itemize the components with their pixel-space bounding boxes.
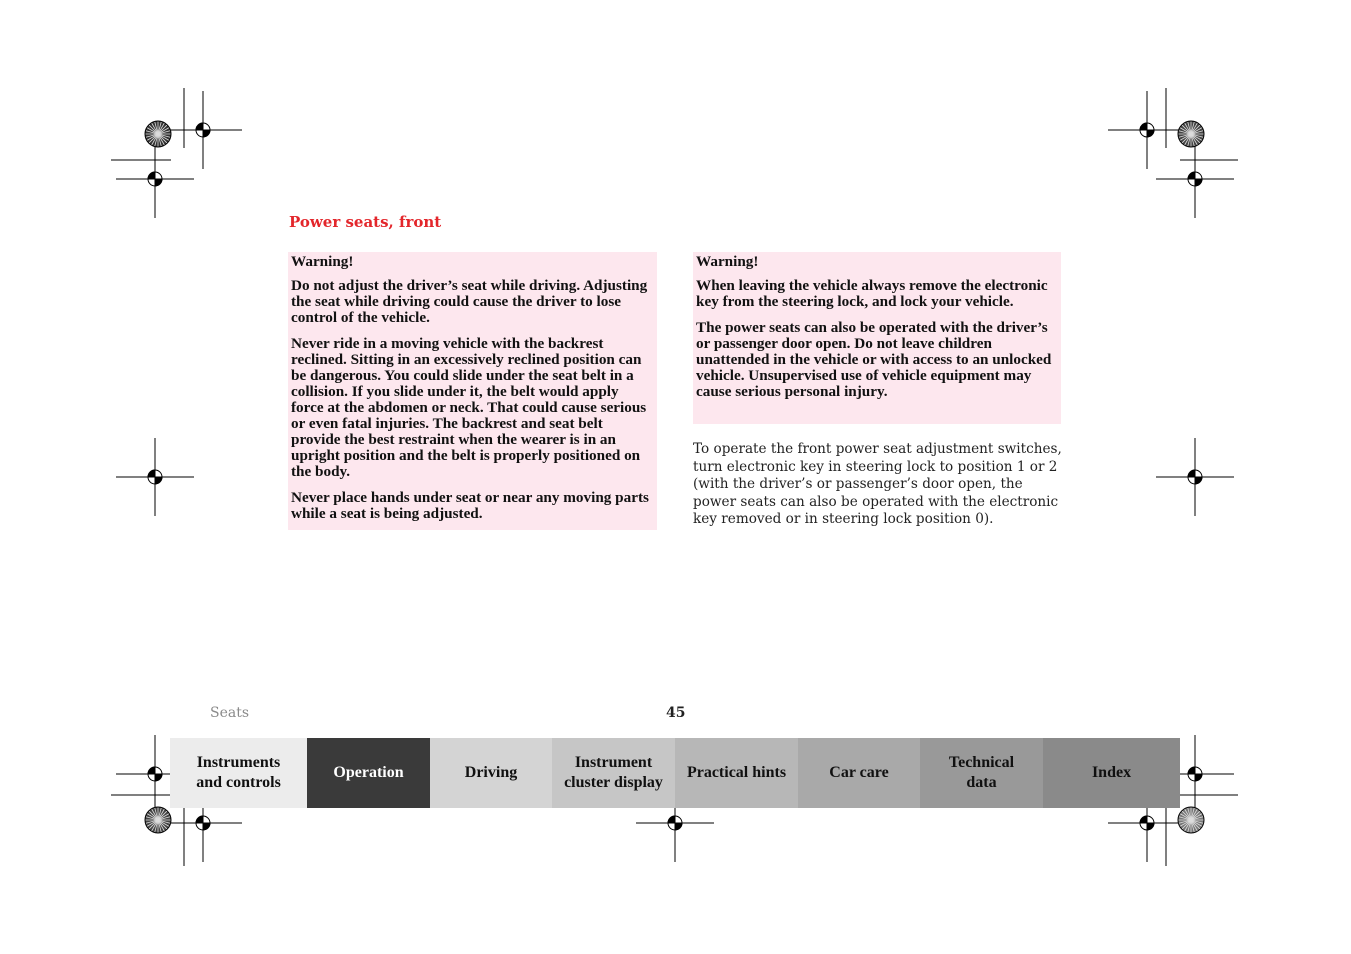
tab-practical-hints[interactable]: Practical hints	[675, 738, 798, 808]
footer-section-label: Seats	[210, 705, 250, 721]
registration-crosshair	[116, 438, 194, 516]
warning-paragraph: The power seats can also be operated with the driver’s or passenger door open. Do not leave children unattended in the vehicle or with access to an unlocked vehicle. Unsupervised use of vehicle equipment may cause serious personal injury.	[696, 319, 1052, 400]
registration-wheel	[145, 807, 171, 833]
registration-crosshair	[1108, 91, 1186, 169]
tab-driving[interactable]: Driving	[430, 738, 552, 808]
body-paragraph: To operate the front power seat adjustment switches, turn electronic key in steering lock to position 1 or 2 (with the driver’s or passenger’s door open, the power seats can also be operated with the electronic key removed or in steering lock position 0).	[693, 441, 1062, 528]
registration-wheel	[1178, 121, 1204, 147]
tab-index[interactable]: Index	[1043, 738, 1180, 808]
registration-crosshair	[116, 140, 194, 218]
warning-box-right	[693, 252, 1061, 424]
warning-paragraph: Never ride in a moving vehicle with the backrest reclined. Sitting in an excessively reclined position can be dangerous. You could slide under the seat belt in a collision. If you slide under it, the belt would apply force at the abdomen or neck. That could cause serious or even fatal injuries. The backrest and seat belt provide the best restraint when the wearer is in an upright position and the belt is properly positioned on the body.	[291, 335, 647, 480]
registration-wheel	[1178, 807, 1204, 833]
warning-paragraph: Never place hands under seat or near any moving parts while a seat is being adjusted.	[291, 489, 649, 522]
registration-crosshair	[1156, 140, 1234, 218]
warning-box-left	[288, 252, 657, 530]
section-title: Power seats, front	[289, 213, 442, 231]
tab-instruments-and-controls[interactable]: Instruments and controls	[170, 738, 307, 808]
registration-wheel	[145, 121, 171, 147]
page-number: 45	[666, 705, 686, 721]
tab-technical-data[interactable]: Technical data	[920, 738, 1043, 808]
warning-paragraph: Do not adjust the driver’s seat while driving. Adjusting the seat while driving could cause the driver to lose control of the vehicle.	[291, 277, 648, 326]
warning-heading: Warning!	[696, 253, 759, 270]
registration-crosshair	[164, 91, 242, 169]
chapter-nav-bar	[170, 738, 1180, 808]
tab-instrument-cluster-display[interactable]: Instrument cluster display	[552, 738, 675, 808]
registration-crosshair	[1156, 438, 1234, 516]
tab-car-care[interactable]: Car care	[798, 738, 920, 808]
tab-operation[interactable]: Operation	[307, 738, 430, 808]
warning-paragraph: When leaving the vehicle always remove the electronic key from the steering lock, and lock your vehicle.	[696, 277, 1048, 310]
warning-heading: Warning!	[291, 253, 354, 270]
